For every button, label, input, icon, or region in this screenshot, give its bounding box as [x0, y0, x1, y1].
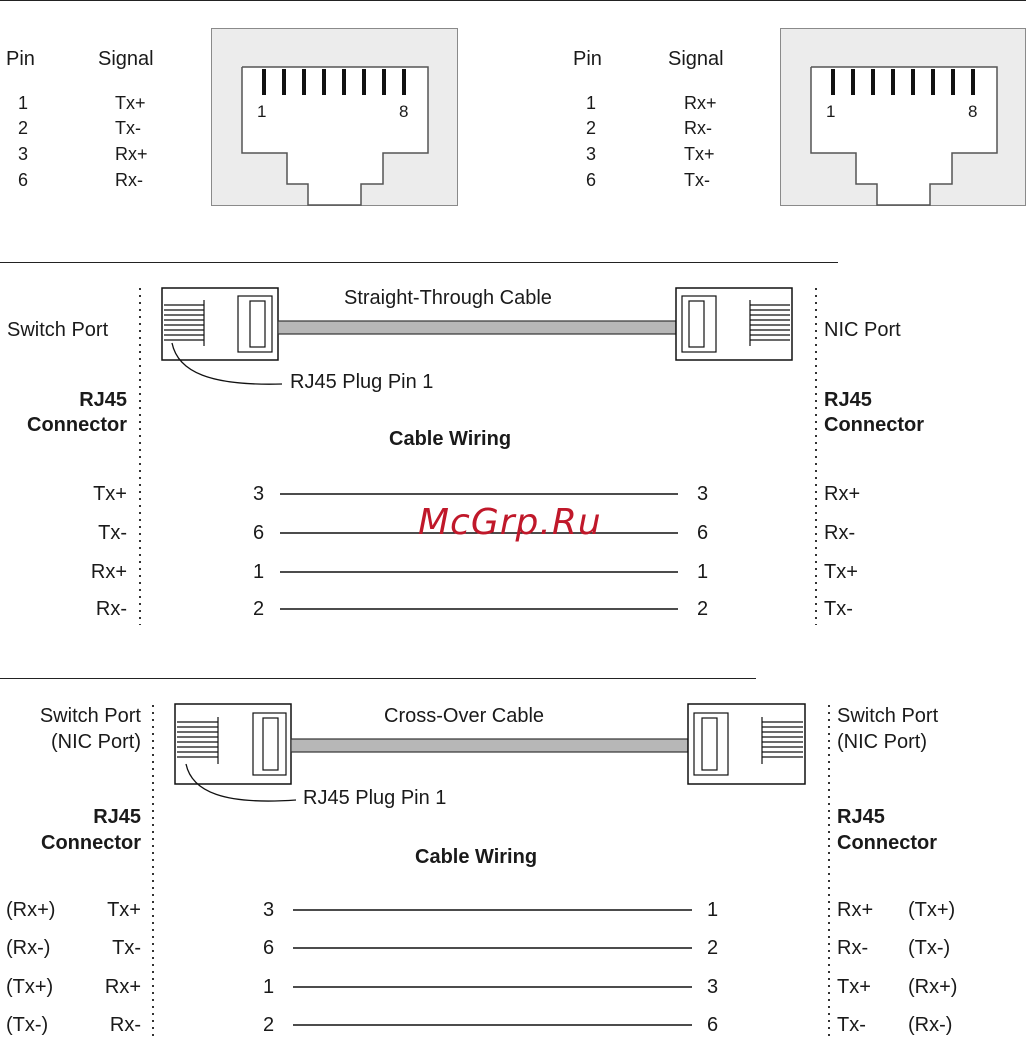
straight-left-pin: 1: [253, 561, 265, 583]
straight-right-connector-line1: RJ45: [824, 389, 872, 411]
cross-right-alt-signal: (Tx-): [908, 937, 951, 959]
rj45-jack-outline-icon: [781, 29, 1026, 207]
straight-left-signal: Rx+: [90, 561, 127, 583]
cross-right-signal: Rx+: [837, 899, 874, 921]
pin-number: 2: [586, 118, 597, 138]
cross-left-port-line2: (NIC Port): [51, 731, 141, 753]
straight-cable-title: Straight-Through Cable: [344, 287, 552, 309]
cross-cable-title: Cross-Over Cable: [384, 705, 545, 727]
cross-left-signal: Rx-: [109, 1014, 141, 1036]
pin-signal: Tx+: [115, 93, 146, 113]
straight-left-connector-line2: Connector: [27, 414, 127, 436]
pin-number: 6: [586, 170, 597, 190]
straight-right-pin: 1: [697, 561, 709, 583]
pin-header: Pin: [6, 48, 35, 70]
straight-left-pin: 6: [253, 522, 265, 544]
cross-right-alt-signal: (Rx+): [908, 976, 958, 998]
cross-left-alt-signal: (Tx+): [6, 976, 54, 998]
pin-number: 2: [18, 118, 29, 138]
straight-left-pin: 3: [253, 483, 265, 505]
straight-divider: [0, 262, 838, 263]
cross-right-signal: Rx-: [837, 937, 869, 959]
cross-left-port-line1: Switch Port: [39, 705, 141, 727]
cross-right-alt-signal: (Tx+): [908, 899, 956, 921]
cross-left-signal: Tx-: [112, 937, 141, 959]
cross-wiring-title: Cable Wiring: [415, 846, 538, 868]
straight-left-signal: Rx-: [95, 598, 127, 620]
cross-left-connector-line2: Connector: [41, 832, 141, 854]
pin-signal: Rx+: [684, 93, 717, 113]
signal-header: Signal: [668, 48, 724, 70]
left-plug-icon: [162, 288, 278, 360]
cross-right-port-line1: Switch Port: [837, 705, 939, 727]
jack-pin-1-label: 1: [257, 102, 267, 121]
rj45-jack-left: [211, 28, 458, 206]
straight-left-signal: Tx+: [93, 483, 127, 505]
pin1-leader-line: [186, 764, 296, 801]
cross-divider: [0, 678, 756, 679]
cross-left-alt-signal: (Rx+): [6, 899, 56, 921]
straight-right-pin: 2: [697, 598, 709, 620]
straight-plug-pin-label: RJ45 Plug Pin 1: [290, 371, 434, 393]
straight-left-connector-line1: RJ45: [79, 389, 127, 411]
straight-right-signal: Tx-: [824, 598, 853, 620]
pin-number: 6: [18, 170, 29, 190]
cross-left-connector-line1: RJ45: [93, 806, 141, 828]
cross-right-port-line2: (NIC Port): [837, 731, 927, 753]
cross-right-signal: Tx+: [837, 976, 871, 998]
pin1-leader-line: [172, 343, 282, 384]
left-plug-icon: [175, 704, 291, 784]
straight-left-pin: 2: [253, 598, 265, 620]
jack-pin-8-label: 8: [968, 102, 978, 121]
straight-right-signal: Rx-: [824, 522, 856, 544]
pin-signal: Tx-: [115, 118, 141, 138]
cross-left-signal: Rx+: [104, 976, 141, 998]
jack-pin-8-label: 8: [399, 102, 409, 121]
cross-right-alt-signal: (Rx-): [908, 1014, 953, 1036]
pin-number: 1: [18, 93, 29, 113]
right-plug-icon: [688, 704, 805, 784]
watermark: McGrp.Ru: [418, 502, 602, 543]
cross-cable-body: [291, 739, 688, 752]
straight-right-pin: 3: [697, 483, 709, 505]
straight-right-connector-line2: Connector: [824, 414, 924, 436]
rj45-jack-right: [780, 28, 1026, 206]
cross-left-signal: Tx+: [107, 899, 141, 921]
cross-left-alt-signal: (Tx-): [6, 1014, 49, 1036]
rj45-jack-outline-icon: [212, 29, 459, 207]
pin-signal: Tx-: [684, 170, 710, 190]
pin-number: 3: [586, 144, 597, 164]
straight-wiring-title: Cable Wiring: [389, 428, 512, 450]
pin-number: 1: [586, 93, 597, 113]
straight-right-signal: Rx+: [824, 483, 861, 505]
cross-left-pin: 6: [263, 937, 275, 959]
pin-number: 3: [18, 144, 29, 164]
cross-left-pin: 2: [263, 1014, 275, 1036]
pin-signal: Rx-: [115, 170, 143, 190]
cross-right-pin: 2: [707, 937, 719, 959]
cross-plug-pin-label: RJ45 Plug Pin 1: [303, 787, 447, 809]
straight-right-pin: 6: [697, 522, 709, 544]
cross-left-alt-signal: (Rx-): [6, 937, 51, 959]
cross-left-pin: 3: [263, 899, 275, 921]
straight-right-signal: Tx+: [824, 561, 858, 583]
cross-right-connector-line2: Connector: [837, 832, 937, 854]
cross-right-signal: Tx-: [837, 1014, 866, 1036]
top-divider: [0, 0, 1026, 1]
straight-cable-body: [278, 321, 676, 334]
jack-pin-1-label: 1: [826, 102, 836, 121]
straight-left-port: Switch Port: [7, 319, 109, 341]
cross-right-pin: 6: [707, 1014, 719, 1036]
straight-left-signal: Tx-: [98, 522, 127, 544]
pin-signal: Tx+: [684, 144, 715, 164]
pin-signal: Rx+: [115, 144, 148, 164]
cross-left-pin: 1: [263, 976, 275, 998]
cross-right-pin: 1: [707, 899, 719, 921]
pin-header: Pin: [573, 48, 602, 70]
pin-signal: Rx-: [684, 118, 712, 138]
straight-right-port: NIC Port: [824, 319, 901, 341]
cross-right-pin: 3: [707, 976, 719, 998]
right-plug-icon: [676, 288, 792, 360]
cross-wiring-lines: [293, 910, 692, 1025]
signal-header: Signal: [98, 48, 154, 70]
cross-right-connector-line1: RJ45: [837, 806, 885, 828]
